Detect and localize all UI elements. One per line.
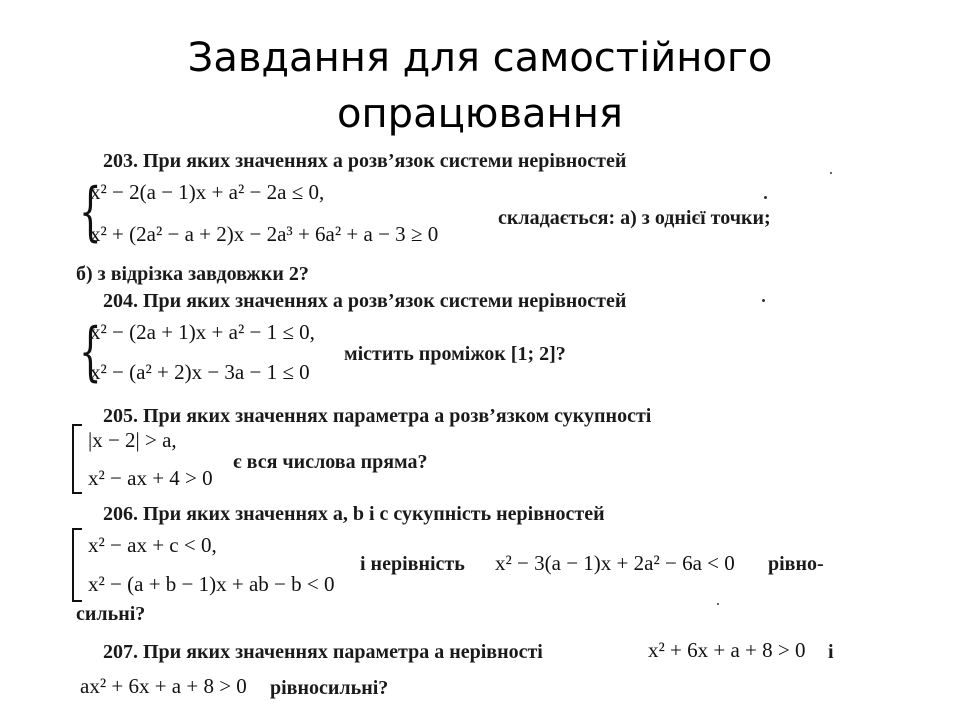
problem-205-intro: 205. При яких значеннях параметра a розв’язком сукупності bbox=[103, 405, 652, 427]
problem-203-condition-a: складається: а) з однієї точки; bbox=[498, 207, 771, 229]
problem-206-connector: і нерівність bbox=[360, 553, 465, 575]
problem-205-inequality-1: |x − 2| > a, bbox=[88, 428, 177, 452]
system-brace-203: { bbox=[79, 175, 102, 249]
problem-204-intro: 204. При яких значеннях a розв’язок системи нерівностей bbox=[103, 290, 627, 312]
problem-207-inequality-1: x² + 6x + a + 8 > 0 bbox=[648, 638, 806, 662]
problem-203-intro: 203. При яких значеннях a розв’язок системи нерівностей bbox=[103, 150, 627, 172]
problem-206-inequality-3: x² − 3(a − 1)x + 2a² − 6a < 0 bbox=[495, 551, 735, 575]
slide-title-line-2: опрацювання bbox=[337, 91, 623, 137]
problem-206-inequality-2: x² − (a + b − 1)x + ab − b < 0 bbox=[88, 572, 335, 596]
system-brace-204: { bbox=[79, 315, 102, 389]
problem-206-intro: 206. При яких значеннях a, b і c сукупність нерівностей bbox=[103, 503, 605, 525]
scan-speck bbox=[830, 172, 832, 174]
problem-203-inequality-2: x² + (2a² − a + 2)x − 2a³ + 6a² + a − 3 ≥ 0 bbox=[90, 222, 439, 246]
problem-204-condition: містить проміжок [1; 2]? bbox=[344, 343, 566, 365]
problem-206-tail: рівно- bbox=[768, 553, 824, 575]
scan-speck bbox=[762, 299, 765, 302]
problem-204-inequality-2: x² − (a² + 2)x − 3a − 1 ≤ 0 bbox=[90, 360, 310, 384]
problem-204-inequality-1: x² − (2a + 1)x + a² − 1 ≤ 0, bbox=[90, 320, 315, 344]
problem-206-continuation: сильні? bbox=[76, 603, 146, 625]
slide-title-line-1: Завдання для самостійного bbox=[187, 35, 773, 81]
set-bracket-205 bbox=[72, 424, 82, 494]
scan-speck bbox=[764, 196, 767, 199]
problem-207-tail: рівносильні? bbox=[270, 677, 389, 699]
problem-207-intro: 207. При яких значеннях параметра a нерівності bbox=[103, 641, 543, 663]
problem-205-condition: є вся числова пряма? bbox=[233, 451, 428, 473]
problem-205-inequality-2: x² − ax + 4 > 0 bbox=[88, 466, 213, 490]
set-bracket-206 bbox=[72, 528, 82, 602]
scan-speck bbox=[717, 603, 719, 605]
problem-207-inequality-2: ax² + 6x + a + 8 > 0 bbox=[80, 674, 247, 698]
problem-207-conjunction: і bbox=[828, 641, 834, 663]
problem-203-inequality-1: x² − 2(a − 1)x + a² − 2a ≤ 0, bbox=[90, 180, 325, 204]
problem-203-condition-b: б) з відрізка завдовжки 2? bbox=[76, 263, 309, 285]
problem-206-inequality-1: x² − ax + c < 0, bbox=[88, 533, 217, 557]
